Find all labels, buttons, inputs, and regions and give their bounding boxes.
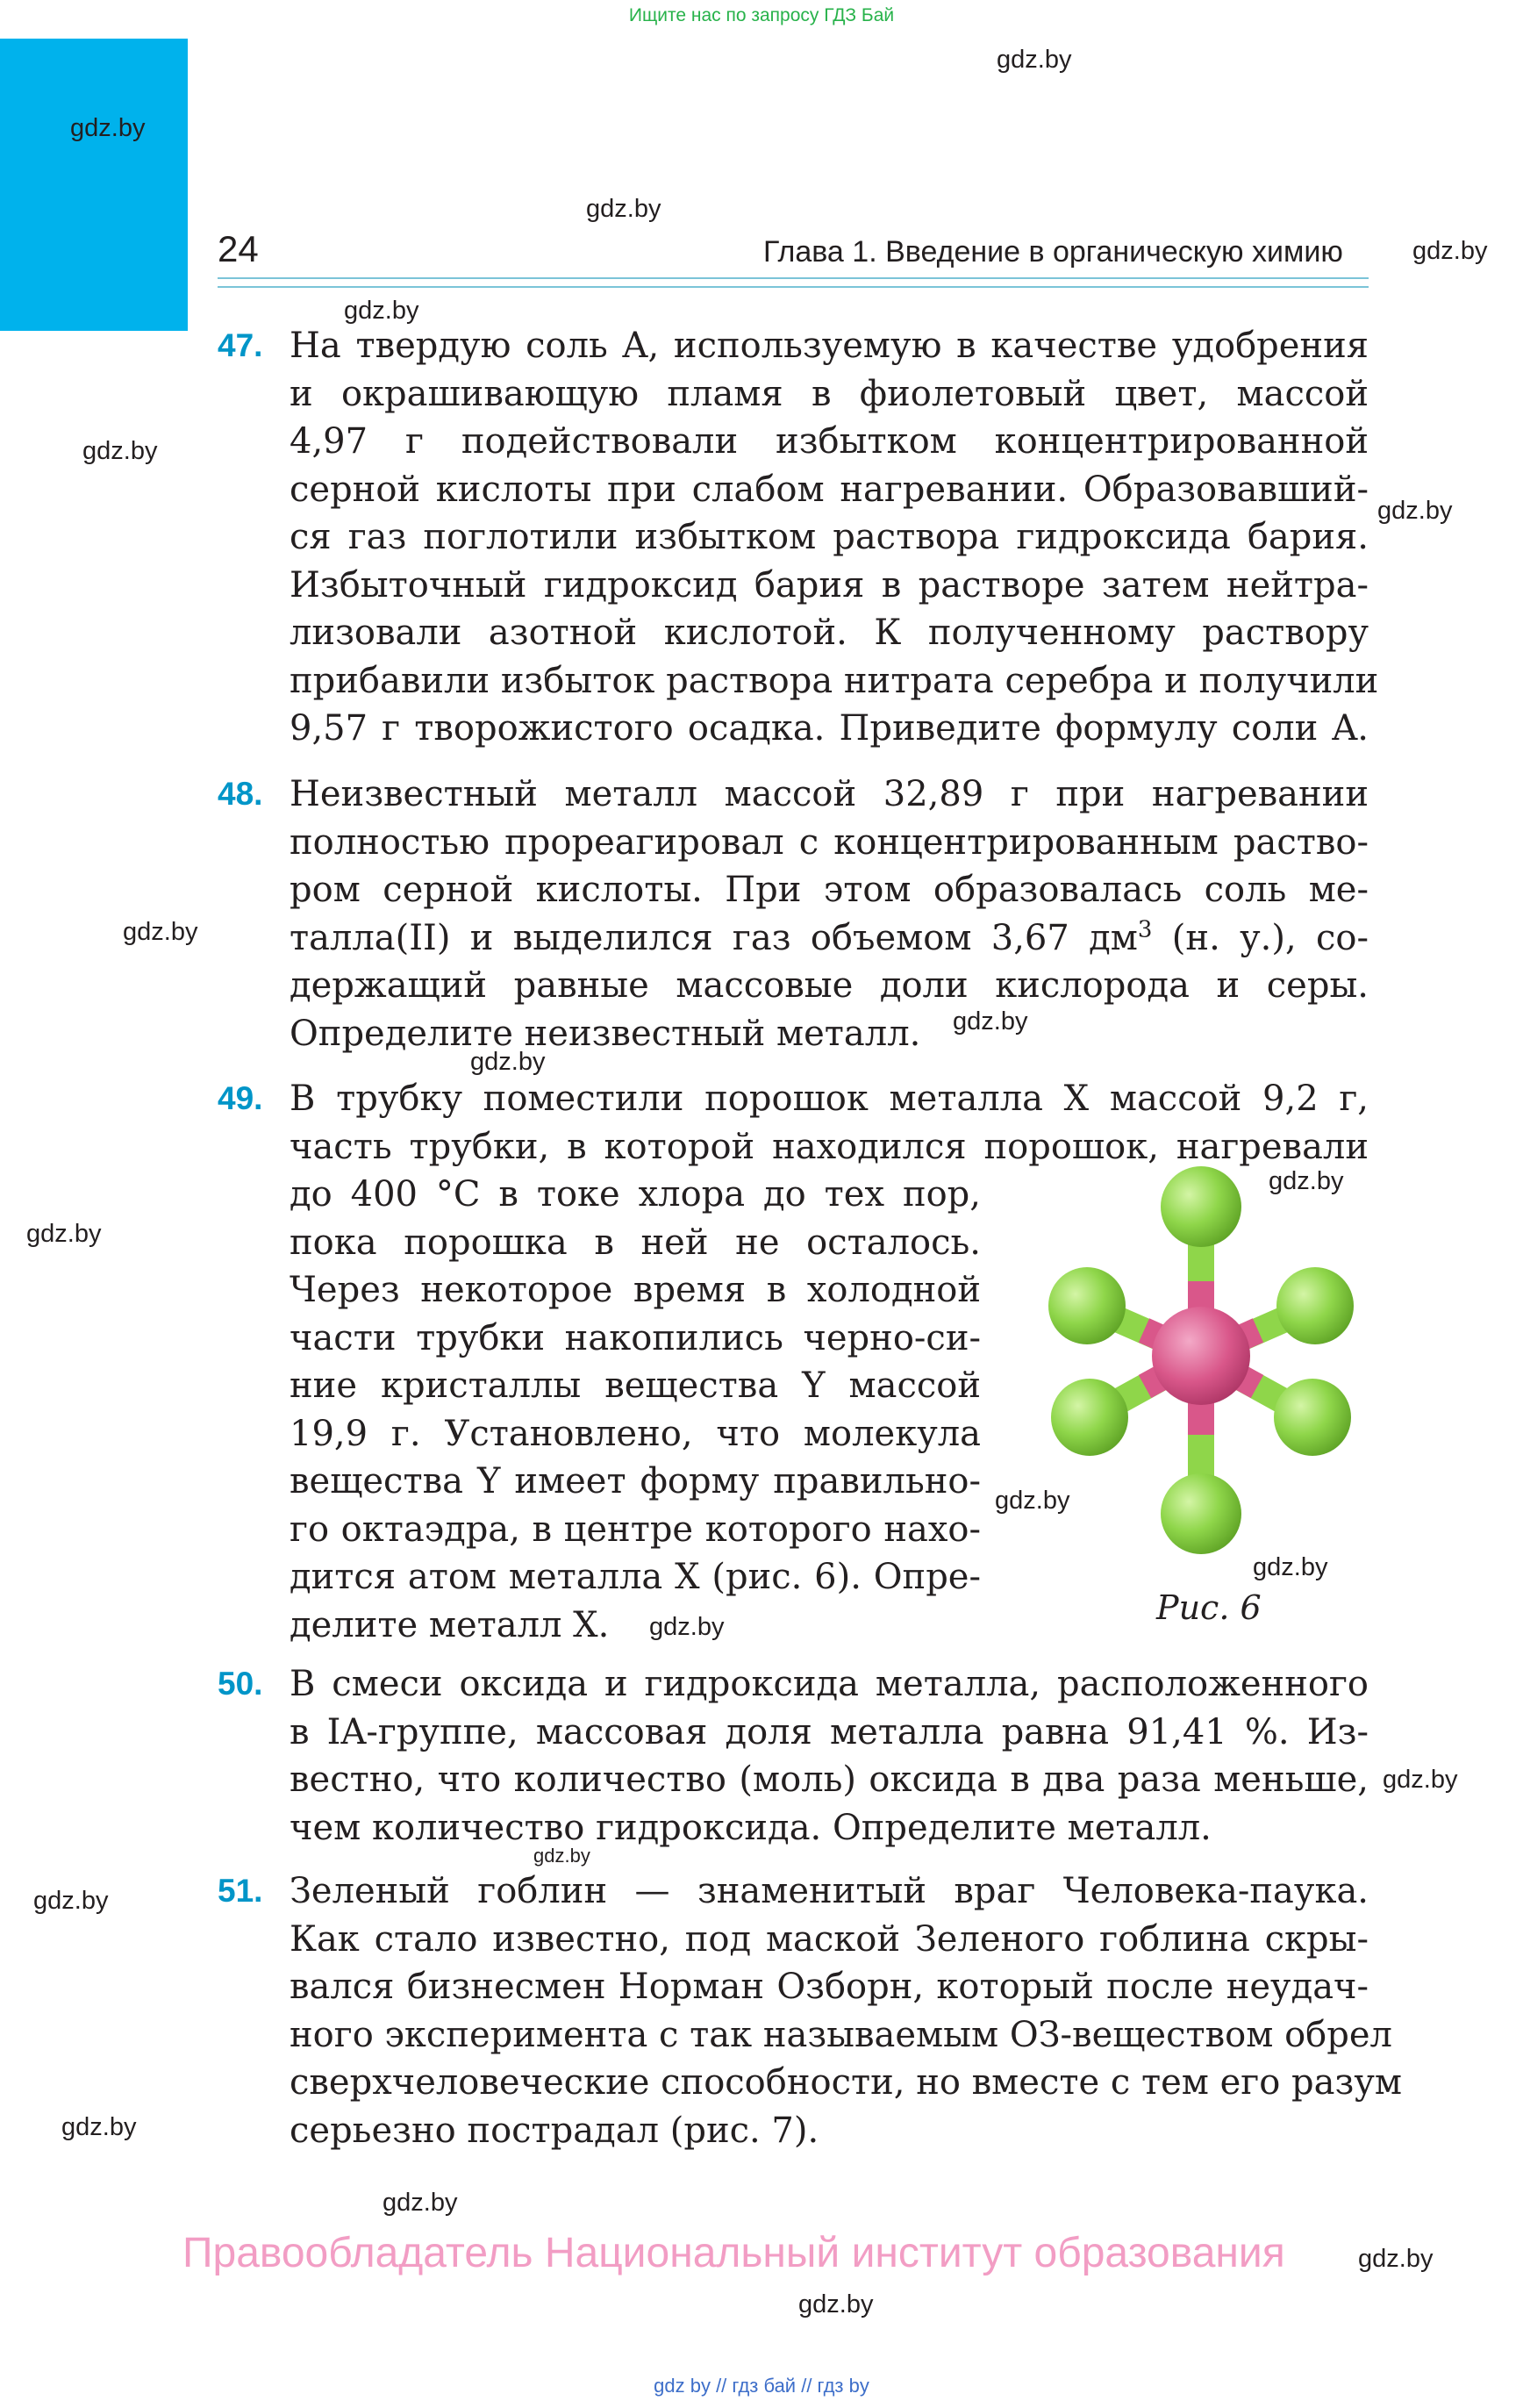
problem-number: 50. (218, 1666, 263, 1702)
figure-caption: Рис. 6 (1156, 1588, 1262, 1627)
copyright-notice: Правообладатель Национальный институт образования (182, 2230, 1285, 2276)
text-line: полностью прореагировал с концентрированным раство- (290, 821, 1369, 863)
watermark: gdz.by (383, 2189, 458, 2217)
problem-number: 49. (218, 1080, 263, 1116)
watermark: gdz.by (33, 1887, 109, 1915)
chapter-title: Глава 1. Введение в органическую химию (763, 235, 1343, 269)
text-line: Через некоторое время в холодной (290, 1270, 981, 1310)
text-line: часть трубки, в которой находился порошок, нагревали (290, 1126, 1369, 1167)
text-line: серной кислоты при слабом нагревании. Образовавший- (290, 469, 1369, 510)
ligand-atom (1161, 1473, 1241, 1554)
text-line: вестно, что количество (моль) оксида в два раза меньше, (290, 1759, 1369, 1800)
watermark: gdz.by (70, 114, 146, 142)
problem-number: 48. (218, 776, 263, 812)
problem-51 (218, 1867, 1402, 2154)
text-line: лизовали азотной кислотой. К полученному раствору (290, 613, 1369, 653)
text-line: ного эксперимента с так называемым ОЗ-веществом обрел (290, 2014, 1392, 2055)
text-line: На твердую соль A, используемую в качестве удобрения (290, 326, 1369, 366)
text-line: пока порошка в ней не осталось. (290, 1222, 981, 1263)
watermark: gdz.by (1269, 1167, 1344, 1195)
watermark: gdz.by (1253, 1553, 1328, 1581)
ligand-atom (1051, 1379, 1128, 1456)
problem-47 (218, 322, 1379, 753)
text-line: прибавили избыток раствора нитрата серебра и получили (290, 660, 1379, 701)
watermark: gdz.by (470, 1048, 546, 1076)
text-line: части трубки накопились черно-си- (290, 1317, 981, 1358)
problem-text (290, 322, 1379, 753)
watermark: gdz.by (61, 2113, 137, 2141)
watermark: gdz.by (1412, 237, 1488, 265)
watermark: gdz.by (995, 1487, 1070, 1515)
text-line: 19,9 г. Установлено, что молекула (290, 1413, 981, 1454)
watermark: gdz.by (123, 918, 198, 946)
text-line: Зеленый гоблин — знаменитый враг Человека-паука. (290, 1871, 1369, 1911)
text-line (290, 914, 1369, 963)
text-line: вещества Y имеет форму правильно- (290, 1461, 981, 1501)
problem-48 (218, 770, 1369, 1057)
ligand-atom (1276, 1267, 1354, 1344)
header-rule (218, 277, 1369, 279)
superscript: 3 (1137, 916, 1153, 943)
watermark: gdz.by (997, 46, 1072, 74)
text-line: держащий равные массовые доли кислорода и серы. (290, 965, 1369, 1006)
text-line: в IA-группе, массовая доля металла равна 91,41 %. Из- (290, 1711, 1369, 1752)
problem-50 (218, 1660, 1369, 1852)
text-line: и окрашивающую пламя в фиолетовый цвет, массой (290, 373, 1369, 414)
ligand-atom (1161, 1166, 1241, 1247)
watermark: gdz.by (953, 1007, 1028, 1036)
text-line: делите металл X. (290, 1604, 610, 1645)
watermark: gdz.by (1377, 497, 1453, 525)
top-banner[interactable]: Ищите нас по запросу ГДЗ Бай (628, 5, 895, 25)
ligand-atom (1274, 1379, 1351, 1456)
central-metal-atom (1152, 1307, 1250, 1405)
text-fragment: (н. у.), со- (1171, 917, 1369, 958)
text-line: Определите неизвестный металл. (290, 1013, 921, 1054)
problem-number: 47. (218, 327, 263, 363)
octahedral-molecule-figure (1030, 1158, 1372, 1571)
text-line: Неизвестный металл массой 32,89 г при нагревании (290, 774, 1369, 814)
text-line: ние кристаллы вещества Y массой (290, 1365, 981, 1406)
text-line: В смеси оксида и гидроксида металла, расположенного (290, 1664, 1369, 1704)
watermark: gdz.by (533, 1845, 590, 1867)
problem-text (290, 1660, 1369, 1852)
molecule-illustration (1030, 1158, 1372, 1571)
text-line: ром серной кислоты. При этом образовалась соль ме- (290, 870, 1369, 910)
text-line: до 400 °С в токе хлора до тех пор, (290, 1174, 981, 1215)
problem-text (290, 1867, 1402, 2154)
text-line: В трубку поместили порошок металла X массой 9,2 г, (290, 1079, 1369, 1119)
text-line: го октаэдра, в центре которого нахо- (290, 1509, 981, 1550)
corner-color-block (0, 39, 188, 331)
problem-text (290, 770, 1369, 1057)
watermark: gdz.by (344, 297, 419, 325)
text-line: Как стало известно, под маской Зеленого гоблина скры- (290, 1918, 1369, 1960)
text-line: 9,57 г творожистого осадка. Приведите формулу соли A. (290, 708, 1369, 749)
watermark: gdz.by (586, 195, 661, 223)
watermark: gdz.by (1358, 2245, 1434, 2273)
text-line: сверхчеловеческие способности, но вместе с тем его разум (290, 2062, 1402, 2103)
text-line: 4,97 г подействовали избытком концентрированной (290, 421, 1369, 462)
page-number: 24 (218, 228, 259, 269)
problem-number: 51. (218, 1873, 263, 1909)
watermark: gdz.by (1383, 1766, 1458, 1794)
watermark: gdz.by (26, 1220, 102, 1248)
text-line: вался бизнесмен Норман Озборн, который после неудач- (290, 1967, 1369, 2007)
text-line: ся газ поглотили избытком раствора гидроксида бария. (290, 517, 1369, 557)
text-line: Избыточный гидроксид бария в растворе затем нейтра- (290, 564, 1369, 606)
text-line: чем количество гидроксида. Определите металл. (290, 1807, 1212, 1848)
ligand-atom (1048, 1267, 1126, 1344)
text-fragment: талла(II) и выделился газ объемом 3,67 дм (290, 917, 1138, 958)
watermark: gdz.by (798, 2290, 874, 2318)
watermark: gdz.by (649, 1613, 725, 1641)
watermark: gdz.by (82, 437, 158, 465)
text-line: серьезно пострадал (рис. 7). (290, 2110, 819, 2151)
footer-links[interactable]: gdz by // гдз бай // гдз by (654, 2375, 869, 2397)
text-line: дится атом металла X (рис. 6). Опре- (290, 1557, 981, 1597)
header-rule (218, 286, 1369, 288)
